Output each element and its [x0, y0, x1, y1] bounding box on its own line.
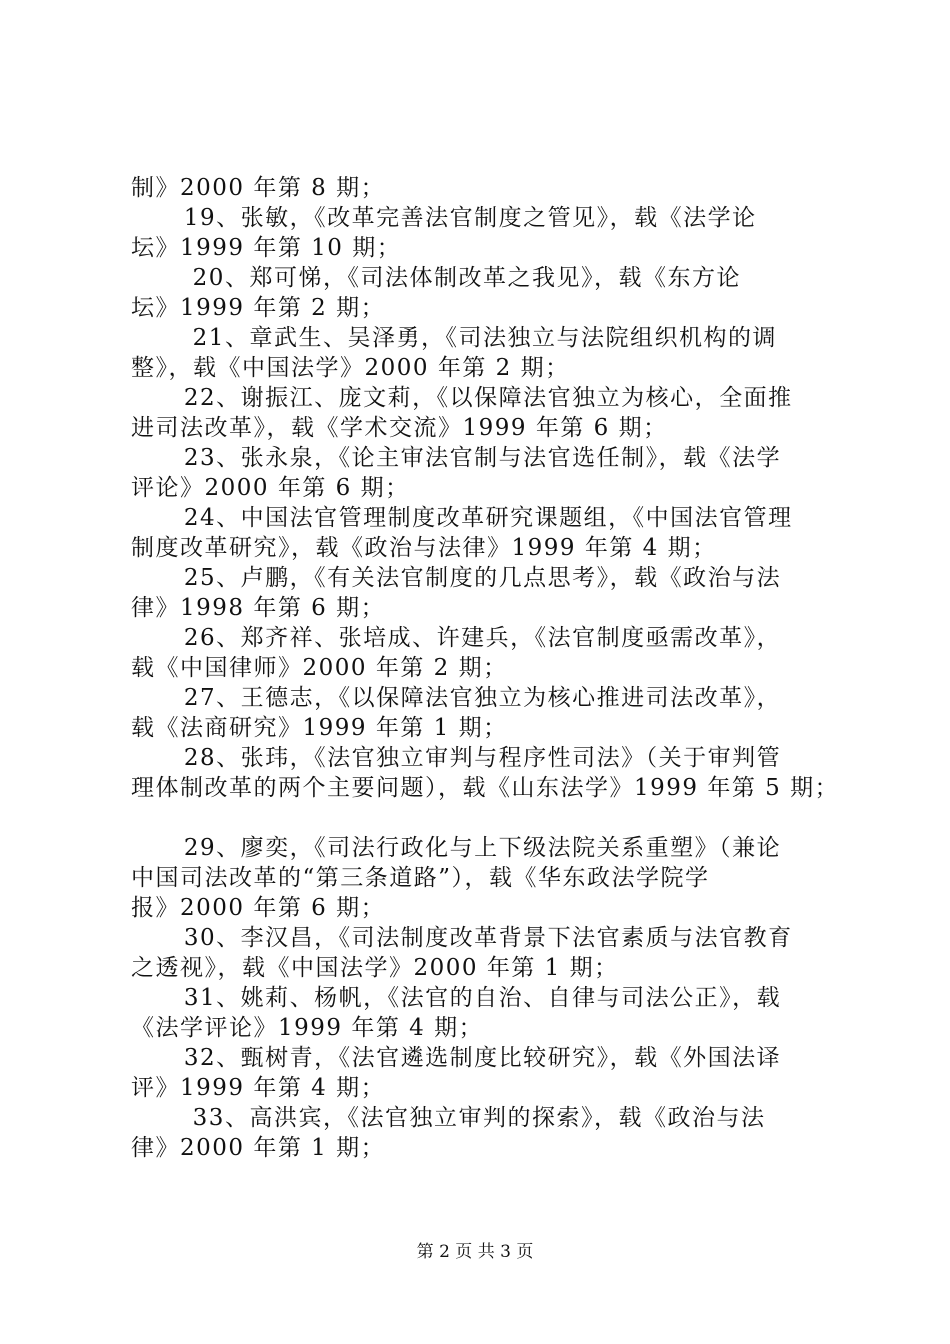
text-line: 律》2000 年第 1 期；: [131, 1135, 386, 1161]
text-line: 制度改革研究》，载《政治与法律》1999 年第 4 期；: [131, 535, 717, 561]
text-line: 28、张玮，《法官独立审判与程序性司法》（关于审判管: [131, 745, 782, 771]
text-line: 载《法商研究》1999 年第 1 期；: [131, 715, 508, 741]
text-line: 理体制改革的两个主要问题），载《山东法学》1999 年第 5 期；: [131, 775, 840, 801]
text-line: 制》2000 年第 8 期；: [131, 175, 386, 201]
page-number-footer: 第 2 页 共 3 页: [416, 1242, 534, 1262]
text-line: 19、张敏，《改革完善法官制度之管见》，载《法学论: [131, 205, 757, 231]
reference-list: [131, 173, 840, 1163]
text-line: 32、甄树青，《法官遴选制度比较研究》，载《外国法译: [131, 1045, 782, 1071]
text-line: 进司法改革》，载《学术交流》1999 年第 6 期；: [131, 415, 668, 441]
text-line: 20、郑可悌，《司法体制改革之我见》，载《东方论: [131, 265, 741, 291]
text-line: 律》1998 年第 6 期；: [131, 595, 386, 621]
text-line: 22、谢振江、庞文莉，《以保障法官独立为核心，全面推: [131, 385, 793, 411]
text-line: 24、中国法官管理制度改革研究课题组，《中国法官管理: [131, 505, 793, 531]
text-line: 26、郑齐祥、张培成、许建兵，《法官制度亟需改革》，: [131, 625, 782, 651]
text-line: 21、章武生、吴泽勇，《司法独立与法院组织机构的调: [131, 325, 777, 351]
text-line: 坛》1999 年第 2 期；: [131, 295, 386, 321]
blank-line: [131, 803, 831, 833]
text-line: 30、李汉昌，《司法制度改革背景下法官素质与法官教育: [131, 925, 793, 951]
text-line: 整》，载《中国法学》2000 年第 2 期；: [131, 355, 570, 381]
text-line: 中国司法改革的“第三条道路”），载《华东政法学院学: [131, 865, 710, 891]
text-line: 23、张永泉，《论主审法官制与法官选任制》，载《法学: [131, 445, 782, 471]
text-line: 31、姚莉、杨帆，《法官的自治、自律与司法公正》，载: [131, 985, 782, 1011]
text-line: 27、王德志，《以保障法官独立为核心推进司法改革》，: [131, 685, 782, 711]
text-line: 评论》2000 年第 6 期；: [131, 475, 410, 501]
text-line: 载《中国律师》2000 年第 2 期；: [131, 655, 508, 681]
text-line: 坛》1999 年第 10 期；: [131, 235, 402, 261]
text-line: 之透视》，载《中国法学》2000 年第 1 期；: [131, 955, 619, 981]
text-line: 33、高洪宾，《法官独立审判的探索》，载《政治与法: [131, 1105, 766, 1131]
text-line: 《法学评论》1999 年第 4 期；: [131, 1015, 484, 1041]
text-line: 29、廖奕，《司法行政化与上下级法院关系重塑》（兼论: [131, 835, 782, 861]
text-line: 评》1999 年第 4 期；: [131, 1075, 386, 1101]
text-line: 25、卢鹏，《有关法官制度的几点思考》，载《政治与法: [131, 565, 782, 591]
text-line: 报》2000 年第 6 期；: [131, 895, 386, 921]
